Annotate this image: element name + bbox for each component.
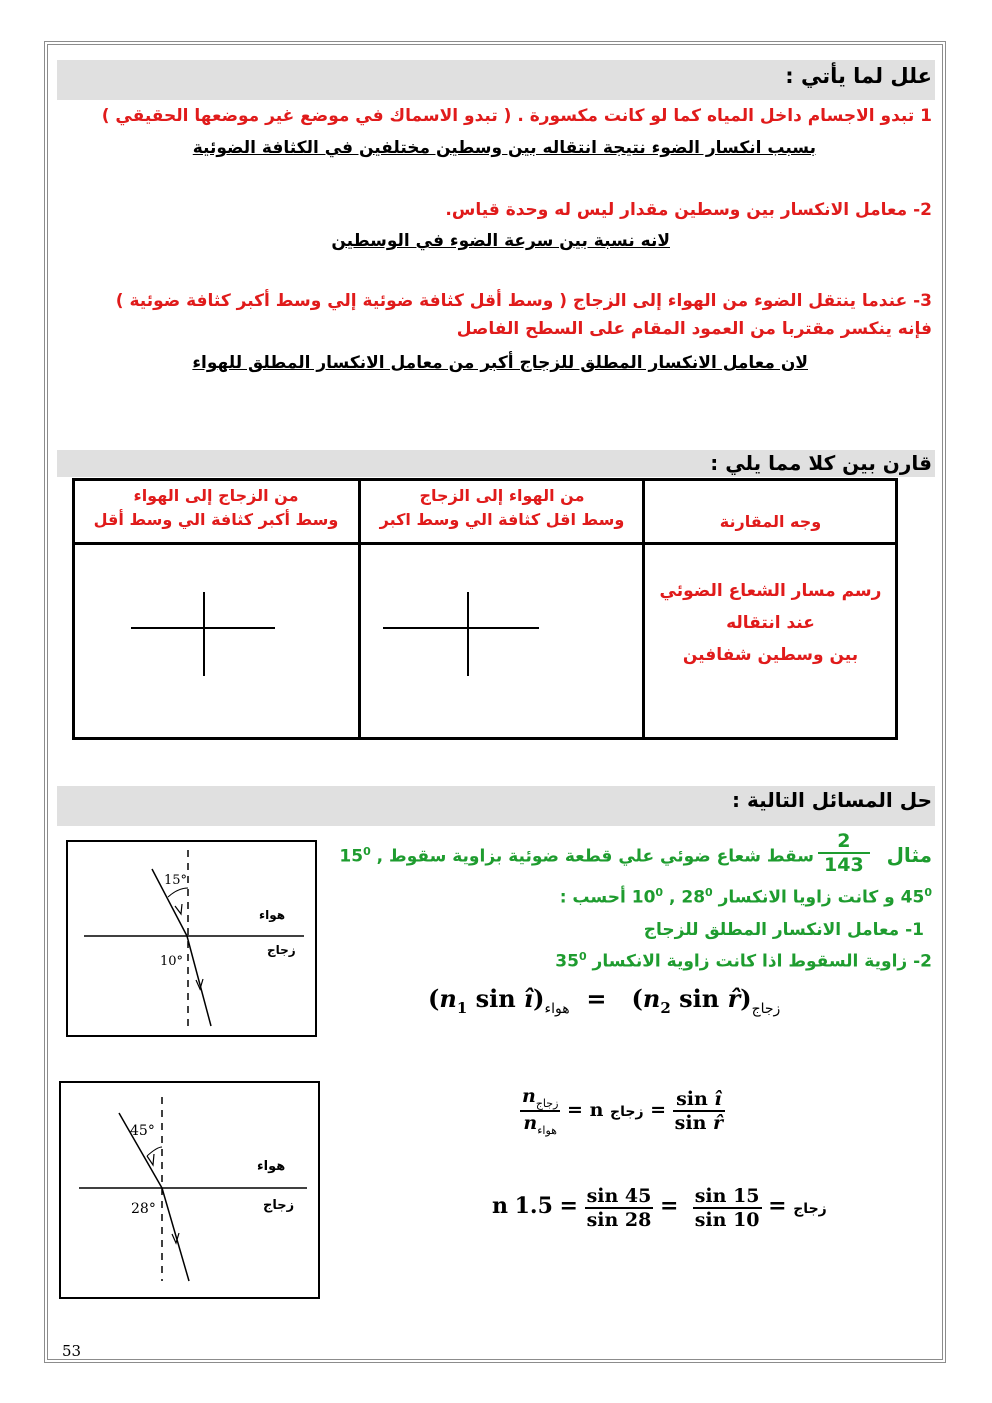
- eq3-result: 1.5: [514, 1193, 553, 1219]
- eq3-frac-2: [585, 1185, 654, 1231]
- example-line2-b: و كانت زاويا الانكسار: [712, 887, 901, 908]
- fig2-air-label: هواء: [257, 1159, 286, 1174]
- question-2-text: 2- زاوية السقوط اذا كانت زاوية الانكسار 35: [555, 951, 932, 972]
- example-word: مثال: [886, 843, 932, 867]
- sup-3: 0: [655, 886, 664, 899]
- eq-sin-2: sin: [679, 984, 720, 1013]
- eq3-den1: sin 10: [694, 1209, 760, 1231]
- fig1-glass-label: زجاج: [267, 943, 296, 957]
- eq2-glass-sub-mid: زجاج: [610, 1103, 644, 1120]
- eq-glass-sub: زجاج: [751, 1000, 781, 1017]
- eq-n2-sub: 2: [660, 998, 671, 1017]
- eq3-den2: sin 28: [586, 1209, 652, 1231]
- fig1-angle-bottom: 10°: [160, 954, 184, 969]
- question-1: 1- معامل الانكسار المطلق للزجاج: [643, 920, 924, 940]
- eq-n2: n: [642, 984, 661, 1013]
- eq-n1: n: [439, 984, 457, 1013]
- example-line1: [339, 845, 814, 867]
- eq2-i: î: [714, 1087, 722, 1110]
- eq3-glass-sub: زجاج: [793, 1201, 827, 1217]
- item1-answer: بسبب انكسار الضوء نتيجة انتقاله بين وسطين مختلفين في الكثافة الضوئية: [192, 138, 816, 158]
- eq2-n-mid: n: [589, 1098, 604, 1121]
- equation-ratio: $\frac{n_{زجاج}}{n_{هواء}}$ = n زجاج = $\frac{\text{sin î}}{\text{sin r̂}}$: [522, 1085, 724, 1137]
- item3-question-line1: 3- عندما ينتقل الضوء من الهواء إلى الزجاج ( وسط أقل كثافة ضوئية إلي وسط أكبر كثافة ضوئية ): [115, 291, 932, 311]
- header-glass-to-air: [76, 484, 356, 532]
- eq2-n-top: n: [522, 1085, 536, 1107]
- row-label-line3: بين وسطين شفافين: [682, 645, 859, 665]
- eq2-frac-sin: [673, 1088, 725, 1134]
- eq2-r: r̂: [713, 1111, 724, 1134]
- fig2-angle-top: 45°: [130, 1123, 155, 1139]
- equation-result: n زجاج = $\frac{\sin 15}{\sin 10}$ = $\frac{\sin 45}{\sin 28}$ = 1.5: [492, 1185, 827, 1231]
- example-fraction-den: 143: [824, 854, 864, 876]
- item3-question-line2: فإنه ينكسر مقتربا من العمود المقام على السطح الفاصل: [456, 319, 932, 339]
- refraction-figure-2: [59, 1081, 320, 1299]
- item3-answer: لان معامل الانكسار المطلق للزجاج أكبر من معامل الانكسار المطلق للهواء: [192, 353, 808, 373]
- fig2-angle-bottom: 28°: [131, 1201, 156, 1217]
- refraction-diagram-2: [61, 1083, 318, 1297]
- section-title-problems: حل المسائل التالية :: [732, 788, 932, 812]
- header-glass-to-air-line1: من الزجاج إلى الهواء: [133, 486, 299, 505]
- example-fraction-num: 2: [818, 830, 870, 854]
- eq2-frac-n: [520, 1085, 560, 1137]
- header-glass-to-air-line2: وسط أكبر كثافة الي وسط أقل: [93, 510, 339, 529]
- item2-question: 2- معامل الانكسار بين وسطين مقدار ليس له وحدة قياس.: [445, 200, 932, 220]
- equation-snell: ($n_1$ $\sin î)_{هواء} = (n_2$ $\sin r̂)_{زجاج}$: [428, 984, 781, 1017]
- eq-air-sub: هواء: [544, 1000, 570, 1017]
- refraction-diagram-1: [68, 842, 315, 1035]
- eq-r: r̂: [727, 984, 741, 1013]
- eq3-n: n: [492, 1193, 508, 1219]
- cross-axes-glass-to-air: [128, 590, 278, 680]
- example-line2-f: أحسب :: [559, 887, 632, 908]
- example-line1-sup: 0: [363, 845, 371, 858]
- eq2-glass-sub-top: زجاج: [535, 1096, 559, 1110]
- eq3-num1: sin 15: [694, 1185, 760, 1207]
- eq-i: î: [524, 984, 534, 1013]
- item1-question: 1 تبدو الاجسام داخل المياه كما لو كانت مكسورة . ( تبدو الاسماك في موضع غير موضعها الحقيقي ): [101, 106, 932, 126]
- section-title-compare: قارن بين كلا مما يلي :: [710, 451, 932, 475]
- page-number: 53: [62, 1342, 82, 1360]
- question-2: [555, 950, 932, 972]
- header-air-to-glass-line1: من الهواء إلى الزجاج: [419, 486, 585, 505]
- eq2-n-bottom: n: [523, 1111, 538, 1134]
- sup-2: 0: [705, 886, 713, 899]
- example-line2-a: 45: [900, 887, 925, 908]
- header-aspect: وجه المقارنة: [719, 512, 822, 531]
- example-line2: [560, 886, 932, 908]
- question-2-sup: 0: [578, 950, 587, 963]
- header-air-to-glass-line2: وسط اقل كثافة الي وسط اكبر: [379, 510, 625, 529]
- row-label-line2: عند انتقاله: [726, 613, 815, 633]
- eq2-sin-top: sin: [676, 1087, 708, 1110]
- eq3-frac-1: [693, 1185, 762, 1231]
- fig1-angle-top: 15°: [164, 873, 188, 888]
- item2-answer: لانه نسبة بين سرعة الضوء في الوسطين: [331, 231, 670, 251]
- refraction-figure-1: [66, 840, 317, 1037]
- row-label: [648, 575, 893, 671]
- eq-n1-sub: 1: [456, 998, 468, 1017]
- example-fraction: [818, 830, 870, 876]
- eq2-air-sub: هواء: [537, 1123, 557, 1137]
- eq-sin-1: sin: [475, 984, 516, 1013]
- example-line2-e: 10: [631, 887, 656, 908]
- sup-1: 0: [924, 886, 932, 899]
- fig1-air-label: هواء: [259, 908, 286, 922]
- example-line2-c: 28: [681, 887, 706, 908]
- eq2-sin-bottom: sin: [674, 1111, 707, 1134]
- example-line1-text: سقط شعاع ضوئي علي قطعة ضوئية بزاوية سقوط , 15: [339, 846, 814, 867]
- eq3-num2: sin 45: [586, 1185, 652, 1207]
- row-label-line1: رسم مسار الشعاع الضوئي: [659, 581, 882, 601]
- example-line2-d: ,: [663, 887, 682, 908]
- fig2-glass-label: زجاج: [263, 1198, 295, 1213]
- cross-axes-air-to-glass: [380, 590, 542, 680]
- header-air-to-glass: [361, 484, 643, 532]
- section-title-explain: علل لما يأتي :: [785, 64, 932, 88]
